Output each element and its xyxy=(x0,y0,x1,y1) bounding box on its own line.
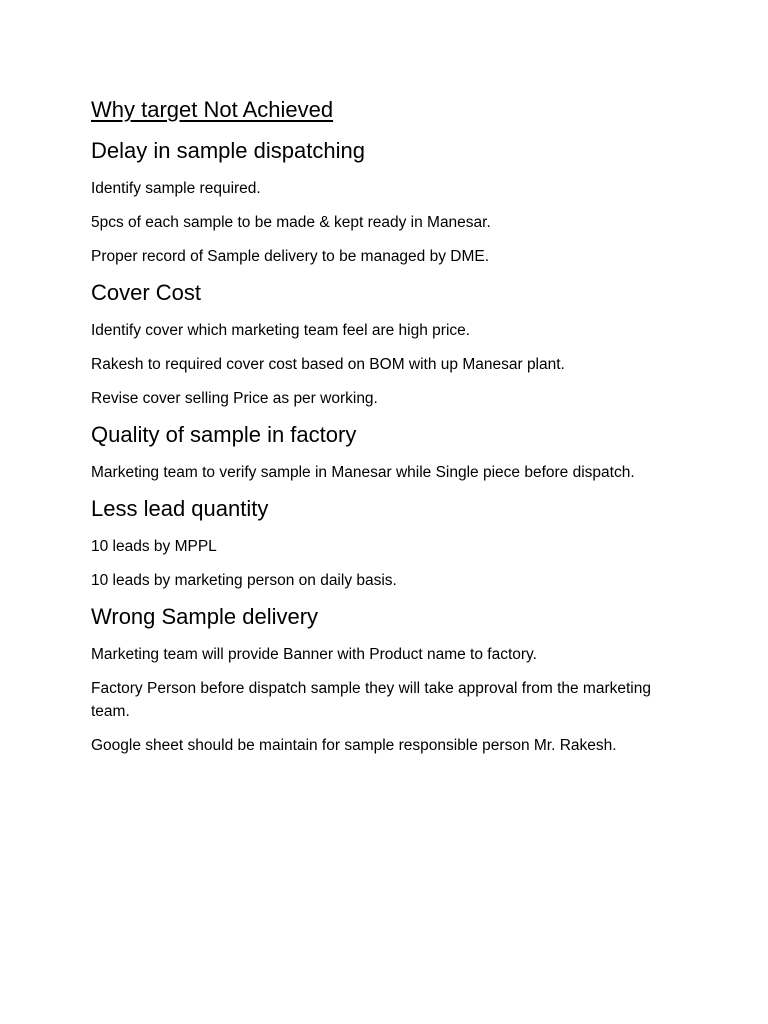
paragraph: Factory Person before dispatch sample they will take approval from the marketing team. xyxy=(91,680,651,720)
document-title: Why target Not Achieved xyxy=(91,97,334,122)
section-heading: Quality of sample in factory xyxy=(91,422,357,447)
paragraph: Rakesh to required cover cost based on BOM with up Manesar plant. xyxy=(91,356,565,373)
paragraph: Marketing team will provide Banner with Product name to factory. xyxy=(91,646,537,663)
section-heading: Cover Cost xyxy=(91,280,202,305)
section-less-lead-quantity xyxy=(91,495,691,592)
paragraph: Revise cover selling Price as per working. xyxy=(91,390,378,407)
paragraph: 5pcs of each sample to be made & kept ready in Manesar. xyxy=(91,214,491,231)
document-content xyxy=(91,96,691,768)
section-wrong-sample-delivery xyxy=(91,603,691,757)
section-heading: Wrong Sample delivery xyxy=(91,604,319,629)
section-cover-cost xyxy=(91,279,691,410)
section-delay-in-sample-dispatching xyxy=(91,137,691,268)
paragraph: Identify cover which marketing team feel are high price. xyxy=(91,322,471,339)
section-heading: Less lead quantity xyxy=(91,496,269,521)
paragraph: Google sheet should be maintain for sample responsible person Mr. Rakesh. xyxy=(91,737,617,754)
section-quality-of-sample xyxy=(91,421,691,484)
paragraph: 10 leads by MPPL xyxy=(91,538,217,555)
paragraph: Identify sample required. xyxy=(91,180,261,197)
paragraph: Marketing team to verify sample in Manesar while Single piece before dispatch. xyxy=(91,464,635,481)
paragraph: 10 leads by marketing person on daily basis. xyxy=(91,572,397,589)
section-heading: Delay in sample dispatching xyxy=(91,138,365,163)
paragraph: Proper record of Sample delivery to be managed by DME. xyxy=(91,248,490,265)
